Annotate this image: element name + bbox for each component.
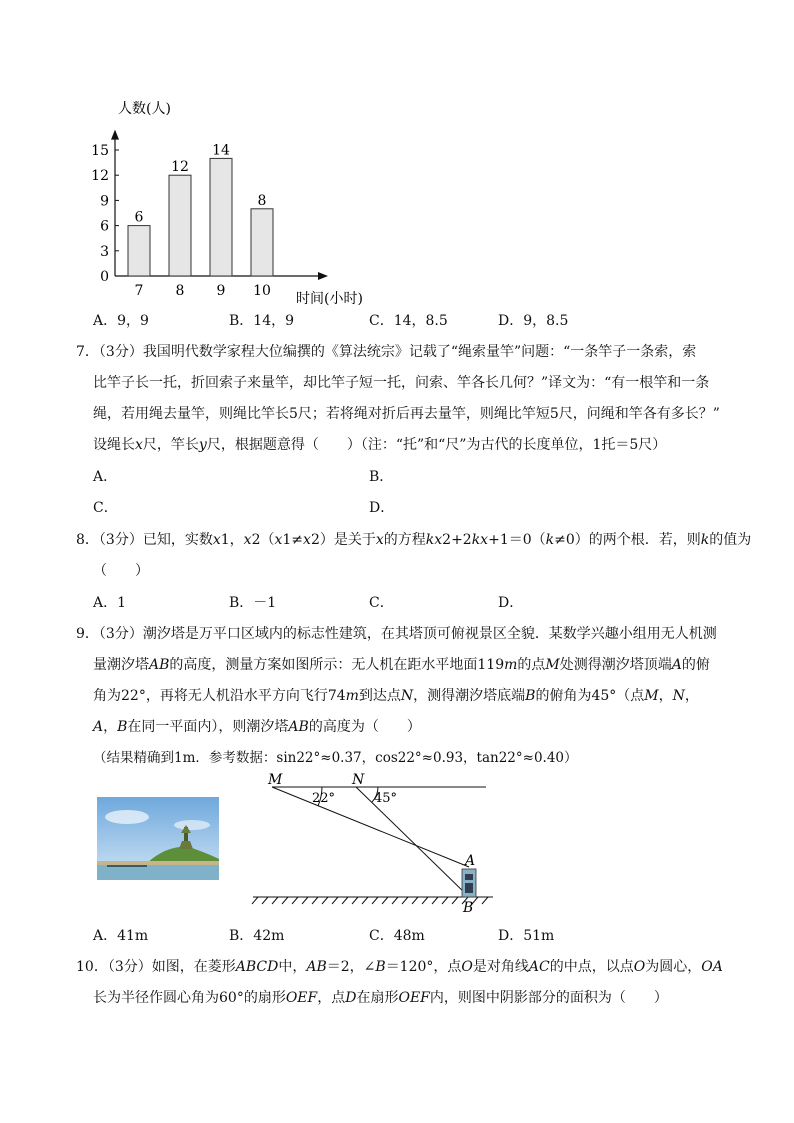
q9-line-3	[93, 685, 699, 705]
q10-text: ＝120°，点	[385, 959, 462, 975]
q9-line-2	[93, 654, 710, 674]
q8-var: x	[243, 532, 252, 548]
q9-var: M	[545, 657, 560, 673]
q8-option-a: A．1	[93, 595, 127, 611]
q9-text: 的点	[517, 657, 546, 673]
q8-text: ≠0）的两个根．若，则	[554, 532, 701, 548]
q10-text: 是对角线	[472, 959, 529, 975]
q7-var-x: x	[135, 437, 143, 453]
x-axis-arrow	[318, 272, 328, 280]
bar-data-label: 6	[134, 209, 144, 226]
q6-option-a: A．9，9	[93, 313, 149, 329]
y-tick-label: 12	[91, 168, 109, 185]
q8-text: 的方程	[383, 532, 426, 548]
x-tick-label: 9	[216, 283, 226, 299]
q6-option-c: C．14，8.5	[369, 313, 448, 329]
x-tick-label: 8	[175, 283, 185, 299]
angle-45-label: 45°	[374, 791, 398, 806]
q8-text: 2）是关于	[310, 532, 376, 548]
q9-text: ，	[103, 719, 118, 735]
q9-var: B	[525, 688, 536, 704]
q10-text: ＝2，∠	[326, 959, 376, 975]
q6-option-b: B．14，9	[229, 313, 295, 329]
q10-var: AB	[306, 959, 327, 975]
q8-text: 2+2	[442, 532, 472, 548]
q10-text: 内，则图中阴影部分的面积为（ ）	[429, 990, 668, 1006]
bar-data-label: 14	[212, 142, 230, 159]
q9-option-b: B．42m	[229, 928, 285, 944]
q8-var: x	[303, 532, 311, 548]
q10-text: 中，	[278, 959, 307, 975]
q9-var: AB	[149, 657, 170, 673]
x-axis-label: 时间(小时)	[296, 291, 363, 307]
tower-photo	[97, 797, 219, 880]
q7-var-y: y	[198, 437, 207, 453]
q7-line-3: 绳，若用绳去量竿，则绳比竿长5尺；若将绳对折后再去量竿，则绳比竿短5尺，问绳和竿各有多长？”	[93, 406, 720, 422]
q9-var: M	[644, 688, 659, 704]
q8-var: k	[545, 532, 555, 548]
q10-var: ABCD	[235, 959, 279, 975]
q8-text: 的值为	[709, 532, 752, 548]
bar-chart	[80, 95, 363, 310]
q8-option-b: B．－1	[229, 595, 277, 611]
x-tick-label: 7	[134, 283, 144, 299]
q10-text: 为圆心，	[645, 959, 702, 975]
bar	[128, 226, 150, 276]
q9-text: 量潮汐塔	[93, 657, 149, 673]
q9-var: N	[400, 688, 414, 704]
bar-data-label: 8	[257, 192, 267, 209]
q7-option-a: A．	[93, 469, 118, 485]
q8-option-d: D．	[498, 595, 524, 611]
q7-text: 尺，竿长	[142, 437, 199, 453]
q10-var: OA	[701, 959, 723, 975]
q9-text: ，	[658, 688, 673, 704]
q9-option-a: A．41m	[93, 928, 149, 944]
q10-var: D	[345, 990, 357, 1006]
y-tick-label: 9	[100, 193, 109, 210]
q9-text: 的俯	[681, 657, 710, 673]
q10-var: O	[633, 959, 646, 975]
y-tick-label: 0	[100, 269, 109, 285]
q8-text: 1≠	[282, 532, 304, 548]
bar	[169, 175, 191, 276]
q9-text: 的高度，测量方案如图所示：无人机在距水平地面119	[169, 657, 505, 673]
bar	[251, 209, 273, 276]
q9-var: A	[671, 657, 682, 673]
q10-text: 10．（3分）如图，在菱形	[76, 959, 236, 975]
y-tick-label: 3	[100, 243, 109, 260]
q9-var: m	[345, 688, 359, 704]
q9-text: 到达点	[358, 688, 401, 704]
q9-text: 的高度为（ ）	[308, 719, 421, 735]
q9-text: ，测得潮汐塔底端	[413, 688, 526, 704]
q10-line-1	[76, 956, 723, 976]
q9-text: 的俯角为45°（点	[535, 688, 645, 704]
q9-var: AB	[288, 719, 309, 735]
q10-text: 的中点，以点	[549, 959, 634, 975]
bar	[210, 158, 232, 276]
q8-var: kx	[471, 532, 489, 548]
q9-var: N	[672, 688, 685, 704]
q8-line-1	[76, 529, 751, 549]
q9-line-4	[93, 716, 421, 736]
q6-option-d: D．9，8.5	[498, 313, 569, 329]
y-tick-label: 15	[91, 143, 109, 159]
q7-text: 设绳长	[93, 437, 135, 453]
q8-text: +1＝0（	[488, 532, 546, 548]
x-tick-label: 10	[253, 283, 271, 299]
angle-22-label: 22°	[312, 791, 336, 806]
q7-line-2: 比竿子长一托，折回索子来量竿，却比竿子短一托，问索、竿各长几何？”译文为：“有一根竿和一条	[93, 375, 710, 391]
q9-text: 处测得潮汐塔顶端	[559, 657, 672, 673]
q9-option-c: C．48m	[369, 928, 425, 944]
q10-text: 在扇形	[356, 990, 399, 1006]
point-b-label: B	[463, 900, 474, 916]
q9-text: ，	[684, 688, 699, 704]
q9-var: m	[504, 657, 518, 673]
q8-var: kx	[425, 532, 443, 548]
q9-option-d: D．51m	[498, 928, 555, 944]
q9-note: （结果精确到1m．参考数据：sin22°≈0.37，cos22°≈0.93，tan22°≈0.40）	[93, 750, 578, 766]
q10-var: OEF	[398, 990, 430, 1006]
q10-var: O	[461, 959, 473, 975]
q8-var: x	[212, 532, 221, 548]
q8-text: 2（	[251, 532, 275, 548]
q8-text: 8．（3分）已知，实数	[76, 532, 213, 548]
bar-data-label: 12	[171, 159, 189, 176]
q8-text: 1，	[220, 532, 244, 548]
q9-var: A	[93, 719, 104, 735]
q9-text: 在同一平面内），则潮汐塔	[127, 719, 289, 735]
y-axis-label: 人数(人)	[118, 101, 171, 117]
q10-var: B	[375, 959, 386, 975]
q7-text: 尺，根据题意得（ ）（注：“托”和“尺”为古代的长度单位，1托＝5尺）	[206, 437, 667, 453]
q7-option-d: D．	[369, 500, 395, 516]
q9-var: B	[117, 719, 128, 735]
q9-text: 角为22°，再将无人机沿水平方向飞行74	[93, 688, 346, 704]
y-axis-arrow	[111, 130, 119, 140]
q10-var: AC	[528, 959, 550, 975]
q8-var: k	[700, 532, 710, 548]
q7-option-b: B．	[369, 469, 394, 485]
q7-option-c: C．	[93, 500, 118, 516]
point-a-label: A	[465, 853, 476, 869]
q8-line-2: （ ）	[93, 563, 149, 579]
q7-line-1: 7．（3分）我国明代数学家程大位编撰的《算法统宗》记载了“绳索量竿”问题：“一条竿子一条索，索	[76, 344, 697, 360]
q8-option-c: C．	[369, 595, 394, 611]
q8-var: x	[274, 532, 283, 548]
q10-text: 长为半径作圆心角为60°的扇形	[93, 990, 286, 1006]
point-n-label: N	[352, 772, 365, 788]
q9-line-1: 9．（3分）潮汐塔是万平口区域内的标志性建筑，在其塔顶可俯视景区全貌．某数学兴趣小组用无人机测	[76, 626, 717, 642]
q10-text: ，点	[317, 990, 346, 1006]
q10-line-2	[93, 987, 668, 1007]
q7-line-4	[93, 434, 666, 454]
point-m-label: M	[268, 772, 283, 788]
tower-diagram	[250, 770, 500, 915]
q8-var: x	[375, 532, 384, 548]
q10-var: OEF	[285, 990, 318, 1006]
y-tick-label: 6	[100, 218, 109, 235]
